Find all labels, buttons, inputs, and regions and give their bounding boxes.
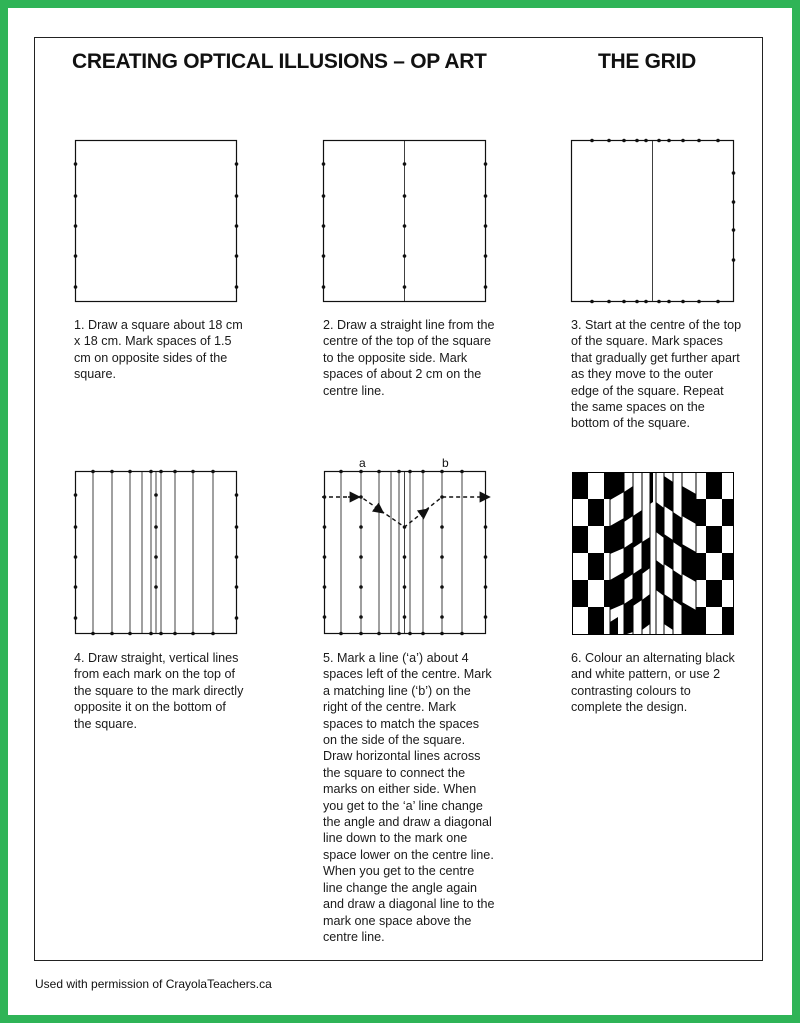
figure-step-3: [566, 135, 746, 307]
step-5-caption: 5. Mark a line (‘a’) about 4 spaces left of the centre. Mark a matching line (‘b’) on the right of the centre. Mark spaces to match the spaces on the side of the square. Draw horizontal lines across the square to connect the marks on either side. When you get to the ‘a’ line change the angle and draw a diagonal line down to the mark one space lower on the centre line. When you get to the centre line change the angle again and draw a diagonal line to the mark one space above the centre line.: [323, 651, 495, 944]
figure-step-5: [318, 453, 503, 640]
label-b: b: [442, 456, 449, 470]
footer-credit: Used with permission of CrayolaTeachers.ca: [35, 977, 272, 991]
step-6-caption: 6. Colour an alternating black and white pattern, or use 2 contrasting colours to complete the design.: [571, 651, 735, 715]
page-title: CREATING OPTICAL ILLUSIONS – OP ART: [72, 50, 487, 73]
step-2-caption: 2. Draw a straight line from the centre of the top of the square to the opposite side. Mark spaces of about 2 cm on the centre line.: [323, 318, 495, 398]
figure-step-2: [318, 135, 498, 307]
step-1-caption: 1. Draw a square about 18 cm x 18 cm. Mark spaces of 1.5 cm on opposite sides of the square.: [74, 318, 243, 382]
figure-step-1: [70, 135, 250, 307]
step-4-caption: 4. Draw straight, vertical lines from each mark on the top of the square to the mark directly opposite it on the bottom of the square.: [74, 651, 244, 731]
figure-step-6: [572, 472, 734, 635]
label-a: a: [359, 456, 366, 470]
section-title: THE GRID: [598, 50, 696, 73]
figure-step-4: [70, 466, 250, 640]
step-3-caption: 3. Start at the centre of the top of the square. Mark spaces that gradually get further apart as they move to the outer edge of the square. Repeat the same spaces on the bottom of the square.: [571, 318, 742, 431]
